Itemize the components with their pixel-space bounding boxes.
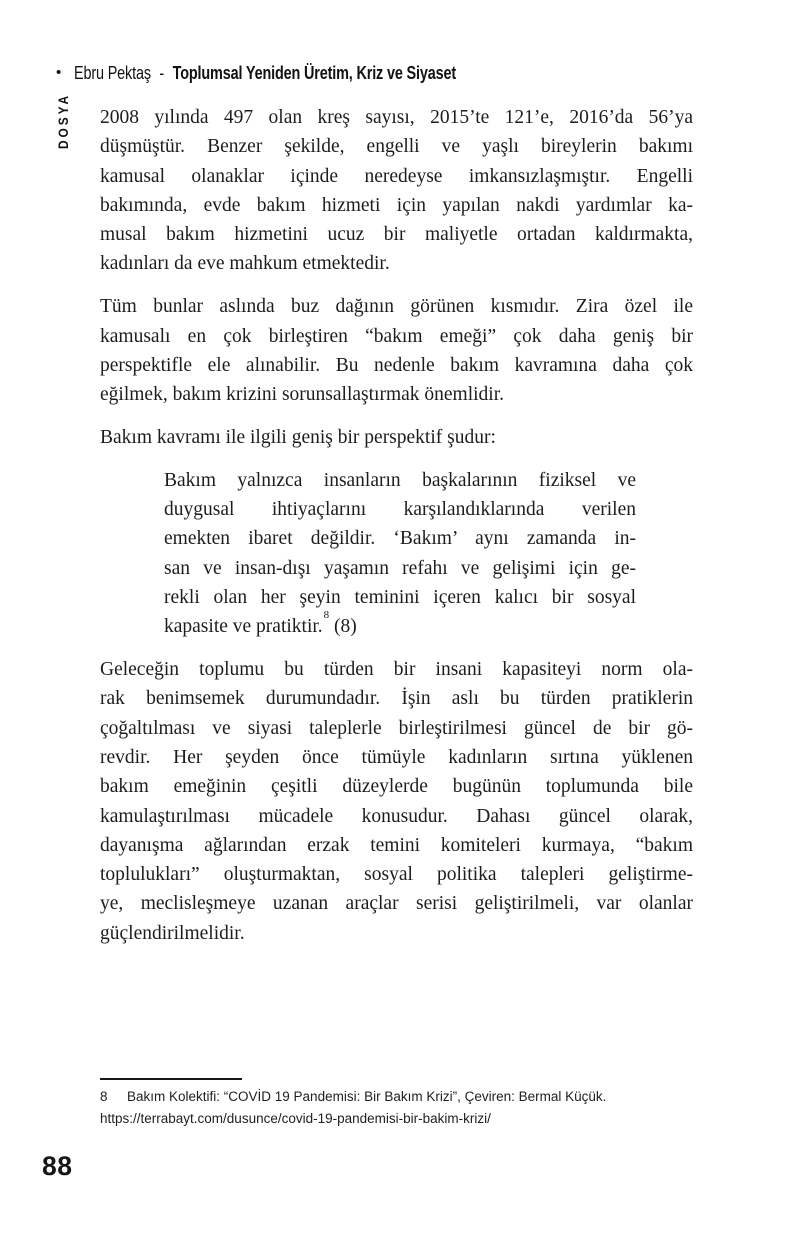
text-line: emekten ibaret değildir. ‘Bakım’ aynı zamanda in- — [164, 528, 636, 550]
text-line: rekli olan her şeyin teminini içeren kalıcı bir sosyal — [164, 586, 636, 608]
bullet-icon: • — [56, 64, 62, 81]
paragraph — [100, 423, 693, 452]
text-line: kapasite ve pratiktir.$^8$ (8) — [164, 608, 357, 638]
section-label-dosya: DOSYA — [55, 92, 71, 150]
footnote — [100, 1078, 693, 1129]
text-column — [100, 103, 693, 962]
footnote-url: https://terrabayt.com/dusunce/covid-19-pandemisi-bir-bakim-krizi/ — [100, 1110, 491, 1126]
text-line: Bakım yalnızca insanların başkalarının fiziksel ve — [164, 469, 636, 491]
text-line: duygusal ihtiyaçlarını karşılandıklarında verilen — [164, 499, 636, 521]
text-line: rak benimsemek durumundadır. İşin aslı bu türden pratiklerin — [100, 688, 693, 710]
text-line: Tüm bunlar aslında buz dağının görünen kısmıdır. Zira özel ile — [100, 296, 693, 318]
text-line: düşmüştür. Benzer şekilde, engelli ve yaşlı bireylerin bakımı — [100, 136, 693, 158]
text-line: çoğaltılması ve siyasi taleplerle birleştirilmesi güncel de bir gö- — [100, 717, 693, 739]
text-line: Bakım kavramı ile ilgili geniş bir perspektif şudur: — [100, 426, 496, 448]
footnote-text: Bakım Kolektifi: “COVİD 19 Pandemisi: Bir Bakım Krizi”, Çeviren: Bermal Küçük. — [127, 1089, 607, 1104]
blockquote — [164, 466, 636, 642]
text-line: bakım emeğinin çeşitli düzeylerde bugünün toplumunda bile — [100, 776, 693, 798]
text-line: toplulukları” oluşturmaktan, sosyal politika talepleri geliştirme- — [100, 864, 693, 886]
footnote-ref: 8 — [323, 608, 330, 621]
text-line: bakımında, evde bakım hizmeti için yapılan nakdi yardımlar ka- — [100, 194, 693, 216]
text-line: kamusal olanaklar içinde neredeyse imkansızlaşmıştır. Engelli — [100, 165, 693, 187]
text-line: revdir. Her şeyden önce tümüyle kadınların sırtına yüklenen — [100, 746, 693, 768]
paragraph — [100, 292, 693, 409]
text-line: san ve insan-dışı yaşamın refahı ve gelişimi için ge- — [164, 557, 636, 579]
text-line: kamulaştırılması mücadele konusudur. Dahası güncel olarak, — [100, 805, 693, 827]
footnote-marker: 8 — [100, 1089, 108, 1104]
header-book-title: Toplumsal Yeniden Üretim, Kriz ve Siyaset — [172, 62, 457, 83]
header-author: Ebru Pektaş — [74, 62, 152, 83]
running-header-text — [74, 62, 456, 84]
text-line: güçlendirilmelidir. — [100, 922, 245, 944]
footnote-rule — [100, 1078, 242, 1080]
text-line: ye, meclisleşmeye uzanan araçlar serisi geliştirilmeli, var olanlar — [100, 893, 693, 915]
text-line: kamusalı en çok birleştiren “bakım emeği” çok daha geniş bir — [100, 325, 693, 347]
text-line: kadınları da eve mahkum etmektedir. — [100, 253, 390, 275]
footnote-line — [100, 1086, 693, 1108]
running-header — [56, 62, 564, 84]
text-line: musal bakım hizmetini ucuz bir maliyetle ortadan kaldırmakta, — [100, 224, 693, 246]
text-line: dayanışma ağlarından erzak temini komiteleri kurmaya, “bakım — [100, 834, 693, 856]
paragraph — [100, 103, 693, 279]
text-line: 2008 yılında 497 olan kreş sayısı, 2015’te 121’e, 2016’da 56’ya — [100, 107, 693, 128]
paragraph — [100, 655, 693, 948]
text-line: eğilmek, bakım krizini sorunsallaştırmak önemlidir. — [100, 384, 505, 406]
text-line: Geleceğin toplumu bu türden bir insani kapasiteyi norm ola- — [100, 659, 693, 681]
text-line: perspektifle ele alınabilir. Bu nedenle bakım kavramına daha çok — [100, 354, 693, 376]
page-number: 88 — [42, 1151, 73, 1181]
header-separator: - — [159, 62, 165, 83]
